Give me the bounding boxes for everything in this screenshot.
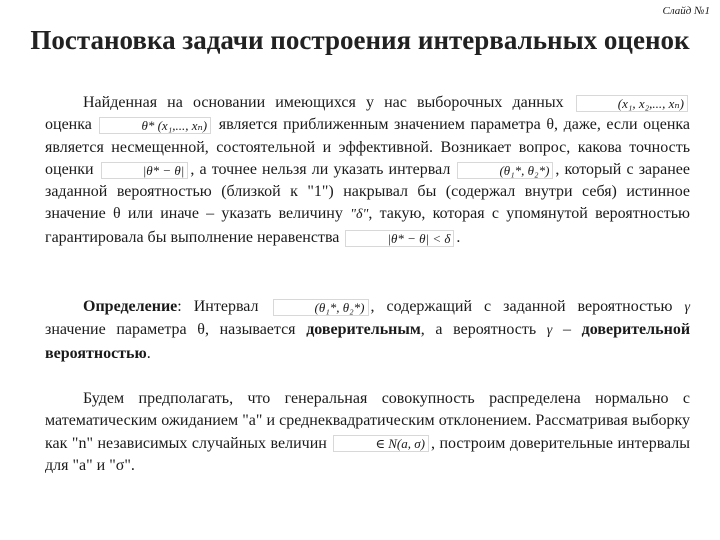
text: Будем предполагать, что генеральная совокупность распределена нормально с математическим ожиданием "a" и среднеквадратическим отклонением. Рассматривая выборку как "n" независимых случайных величин (45, 390, 690, 452)
text: Найденная на основании имеющихся у нас выборочных данных (83, 94, 564, 111)
text: : Интервал (177, 298, 259, 315)
text: значение параметра θ, называется (45, 321, 296, 339)
paragraph-assumption (45, 388, 690, 477)
formula-interval: (θ₁*, θ₂*) (457, 162, 553, 179)
text: , а вероятность (420, 321, 537, 339)
text: , такую, которая с упомянутой вероятностью гарантировала бы выполнение неравенства (45, 205, 691, 246)
slide-title: Постановка задачи построения интервальных оценок (30, 25, 690, 55)
slide-number: Слайд №1 (662, 5, 710, 17)
definition-label: Определение (83, 298, 178, 315)
term-confidence-probability: доверительной вероятностью (45, 321, 691, 362)
text: , который с заранее заданной вероятностью (близкой к "1") накрывал бы (содержал внутри себя) истинное значение θ или иначе – указать величину (45, 160, 691, 223)
text: – (562, 321, 571, 339)
text: . (456, 228, 461, 246)
text: оценка (45, 116, 92, 134)
text: является приближенным значением параметра θ, даже, если оценка является несмещенной, состоятельной и эффективной. Возникает вопрос, какова точность оценки (45, 116, 691, 178)
text: , а точнее нельзя ли указать интервал (190, 160, 451, 178)
formula-inequality: |θ* − θ| < δ (345, 230, 454, 247)
formula-accuracy: |θ* − θ| (101, 162, 189, 179)
paragraph-problem (45, 92, 690, 249)
formula-sample: (x₁, x₂,..., xₙ) (576, 95, 688, 112)
term-confidence: доверительным (306, 321, 421, 339)
formula-estimate: θ* (x₁,..., xₙ) (99, 117, 211, 134)
text: , построим доверительные интервалы для "a" и "σ". (45, 434, 691, 474)
paragraph-definition (45, 296, 690, 365)
formula-distribution: ∈ N(a, σ) (333, 435, 429, 452)
delta-symbol: "δ" (350, 207, 369, 223)
text: , содержащий с заданной вероятностью (370, 298, 673, 315)
gamma-symbol: γ (684, 300, 691, 315)
gamma-symbol: γ (546, 323, 553, 339)
formula-interval: (θ₁*, θ₂*) (273, 299, 369, 316)
text: . (146, 344, 151, 362)
